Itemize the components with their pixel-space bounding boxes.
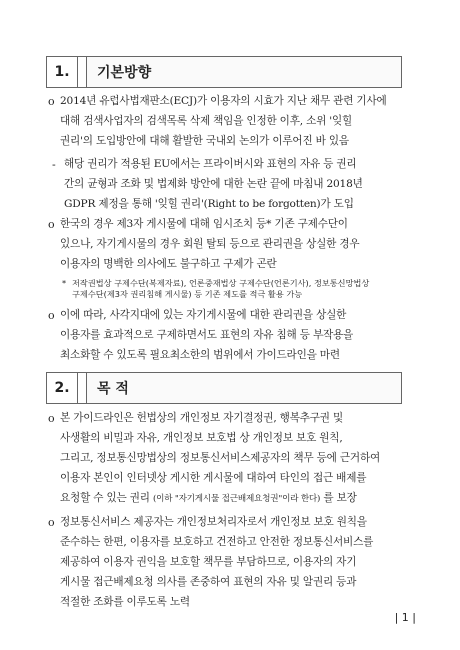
text-line: 이용자를 효과적으로 구제하면서도 표현의 자유 침해 등 부작용을	[60, 329, 354, 341]
section-header-1	[46, 56, 402, 88]
bullet-marker: o	[48, 309, 55, 322]
paragraph-guideline	[60, 305, 353, 365]
definition-parenthetical: (이하 "자기게시물 접근배제요청권"이라 한다)	[152, 494, 321, 504]
text-line-final	[60, 488, 380, 509]
bullet-marker: o	[48, 412, 55, 425]
text-line: 대해 검색사업자의 검색목록 삭제 책임을 인정한 이후, 소위 '잊힐	[60, 115, 353, 127]
footnote-line: 구제수단(제3자 권리침해 게시물) 등 기존 제도를 적극 활용 가능	[72, 289, 303, 299]
section-title: 목 적	[87, 373, 401, 403]
section-divider	[78, 373, 87, 403]
text-line: 이용자의 명백한 의사에도 불구하고 구제가 곤란	[60, 258, 277, 270]
section-number: 1.	[47, 57, 78, 87]
text-line: 이에 따라, 사각지대에 있는 자기게시물에 대한 관리권을 상실한	[60, 309, 347, 321]
text-line: 준수하는 한편, 이용자를 보호하고 건전하고 안전한 정보통신서비스를	[60, 536, 374, 548]
paragraph-gdpr	[64, 154, 363, 214]
text-line: 정보통신서비스 제공자는 개인정보처리자로서 개인정보 보호 원칙을	[60, 516, 367, 528]
footnote	[72, 278, 369, 300]
footnote-marker: *	[62, 278, 67, 288]
text-line: 해당 권리가 적용된 EU에서는 프라이버시와 표현의 자유 등 권리	[64, 158, 357, 170]
section-header-2	[46, 372, 402, 404]
text-line: 이용자 본인이 인터넷상 게시한 게시물에 대하여 타인의 접근 배제를	[60, 472, 367, 484]
text-line: GDPR 제정을 통해 '잊힐 권리'(Right to be forgotten)가 도입	[64, 198, 354, 210]
text-span: 를 보장	[323, 492, 357, 504]
bullet-marker: o	[48, 218, 55, 231]
footnote-line: 저작권법상 구제수단(복제자료), 언론중재법상 구제수단(언론기사), 정보통신망법상	[72, 278, 370, 288]
paragraph-purpose	[60, 408, 380, 509]
paragraph-ecj	[60, 91, 387, 151]
text-line: 그리고, 정보통신망법상의 정보통신서비스제공자의 책무 등에 근거하여	[60, 452, 381, 464]
text-span: 요청할 수 있는 권리	[60, 492, 150, 504]
text-line: 간의 균형과 조화 및 법제화 방안에 대한 논란 끝에 마침내 2018년	[64, 178, 363, 190]
text-line: 한국의 경우 제3자 게시물에 대해 임시조치 등* 기존 구제수단이	[60, 218, 348, 230]
text-line: 있으나, 자기게시물의 경우 회원 탈퇴 등으로 관리권을 상실한 경우	[60, 238, 360, 250]
text-line: 2014년 유럽사법재판소(ECJ)가 이용자의 시효가 지난 채무 관련 기사에	[60, 95, 387, 107]
text-line: 사생활의 비밀과 자유, 개인정보 보호법 상 개인정보 보호 원칙,	[60, 432, 343, 444]
dash-marker: -	[52, 158, 56, 171]
section-divider	[78, 57, 87, 87]
page-number: | 1 |	[394, 611, 416, 624]
paragraph-korea	[60, 214, 359, 274]
bullet-marker: o	[48, 516, 55, 529]
text-line: 게시물 접근배제요청 의사를 존중하여 표현의 자유 및 알권리 등과	[60, 576, 357, 588]
paragraph-provider-duty	[60, 512, 373, 612]
text-line: 권리'의 도입방안에 대해 활발한 국내외 논의가 이루어진 바 있음	[60, 135, 349, 147]
section-number: 2.	[47, 373, 78, 403]
text-line: 본 가이드라인은 헌법상의 개인정보 자기결정권, 행복추구권 및	[60, 412, 344, 424]
text-line: 제공하여 이용자 권익을 보호할 책무를 부담하므로, 이용자의 자기	[60, 556, 357, 568]
text-line: 적절한 조화를 이루도록 노력	[60, 596, 190, 608]
text-line: 최소화할 수 있도록 필요최소한의 범위에서 가이드라인을 마련	[60, 349, 340, 361]
section-title: 기본방향	[87, 57, 401, 87]
bullet-marker: o	[48, 95, 55, 108]
